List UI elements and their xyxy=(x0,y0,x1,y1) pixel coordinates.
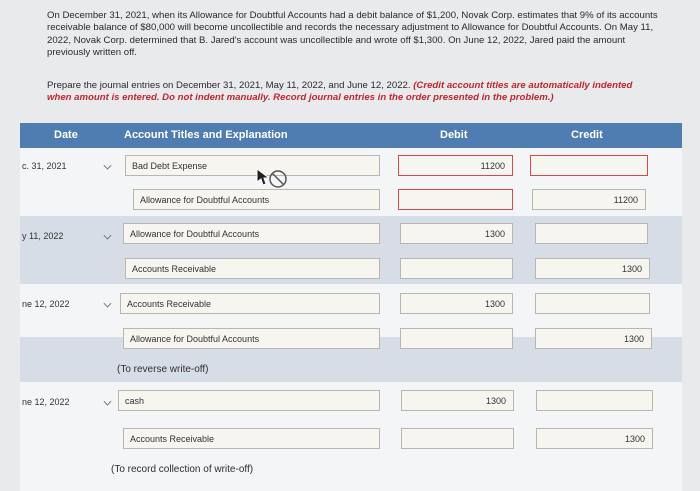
entry-4-line-1-credit[interactable] xyxy=(536,390,653,411)
entry-4-line-2-credit[interactable]: 1300 xyxy=(536,428,653,449)
entry-3-note: (To reverse write-off) xyxy=(117,364,209,375)
entry-2-line-1-credit[interactable] xyxy=(535,223,648,244)
header-date: Date xyxy=(54,129,78,141)
table-header xyxy=(20,123,682,148)
entry-3-line-1-credit[interactable] xyxy=(535,293,650,314)
entry-1-line-2-account[interactable]: Allowance for Doubtful Accounts xyxy=(133,189,380,210)
entry-2-line-2-debit[interactable] xyxy=(400,258,513,279)
entry-4-date-select[interactable] xyxy=(20,394,115,412)
instructions-emphasis: (Credit account titles are automatically indented when amount is entered. Do not indent manually. Record journal entries in the order presented in the problem.) xyxy=(47,80,633,104)
header-debit: Debit xyxy=(440,129,468,141)
entry-1-line-2-credit[interactable]: 11200 xyxy=(532,189,646,210)
instructions-text: Prepare the journal entries on December 31, 2021, May 11, 2022, and June 12, 2022. xyxy=(47,80,414,91)
entry-2-line-1-account[interactable]: Allowance for Doubtful Accounts xyxy=(123,223,380,244)
entry-3-line-2-debit[interactable] xyxy=(400,328,513,349)
entry-2-line-2-account[interactable]: Accounts Receivable xyxy=(125,258,380,279)
chevron-down-icon xyxy=(104,232,112,240)
entry-1-line-1-credit[interactable] xyxy=(530,155,648,176)
entry-1-line-2-debit[interactable] xyxy=(398,189,513,210)
entry-3-line-2-account[interactable]: Allowance for Doubtful Accounts xyxy=(123,328,380,349)
entry-4-date: ne 12, 2022 xyxy=(22,397,70,407)
header-account: Account Titles and Explanation xyxy=(124,129,288,141)
instructions xyxy=(47,80,659,105)
entry-3-line-2-credit[interactable]: 1300 xyxy=(535,328,652,349)
entry-2-date: y 11, 2022 xyxy=(22,231,64,241)
entry-1-date-select[interactable] xyxy=(20,158,115,176)
entry-4-line-2-account[interactable]: Accounts Receivable xyxy=(123,428,380,449)
entry-4-line-1-debit[interactable]: 1300 xyxy=(401,390,514,411)
entry-1-line-1-account[interactable]: Bad Debt Expense xyxy=(125,155,380,176)
entry-1-date: c. 31, 2021 xyxy=(22,161,67,171)
entry-3-date: ne 12, 2022 xyxy=(22,299,70,309)
journal-entry-table xyxy=(20,123,682,491)
entry-4-line-1-account[interactable]: cash xyxy=(118,390,380,411)
entry-1-line-1-debit[interactable]: 11200 xyxy=(398,155,513,176)
mouse-cursor-icon xyxy=(254,166,288,190)
chevron-down-icon xyxy=(104,300,112,308)
entry-2-line-1-debit[interactable]: 1300 xyxy=(400,223,513,244)
entry-4-line-2-debit[interactable] xyxy=(401,428,514,449)
entry-2-date-select[interactable] xyxy=(20,228,115,246)
entry-3-line-1-account[interactable]: Accounts Receivable xyxy=(120,293,380,314)
entry-4-note: (To record collection of write-off) xyxy=(111,464,254,475)
problem-statement: On December 31, 2021, when its Allowance for Doubtful Accounts had a debit balance of $1,200, Novak Corp. estimates that 9% of its accounts receivable balance of $80,000 will become uncollectible and records the necessary adjustment to Allowance for Doubtful Accounts. On May 11, 2022, Novak Corp. determined that B. Jared's account was uncollectible and wrote off $1,300. On June 12, 2022, Jared paid the amount previously written off. xyxy=(47,10,658,59)
header-credit: Credit xyxy=(571,129,603,141)
entry-3-date-select[interactable] xyxy=(20,296,115,314)
entry-3-line-1-debit[interactable]: 1300 xyxy=(400,293,513,314)
chevron-down-icon xyxy=(104,162,112,170)
entry-2-line-2-credit[interactable]: 1300 xyxy=(535,258,650,279)
chevron-down-icon xyxy=(104,398,112,406)
